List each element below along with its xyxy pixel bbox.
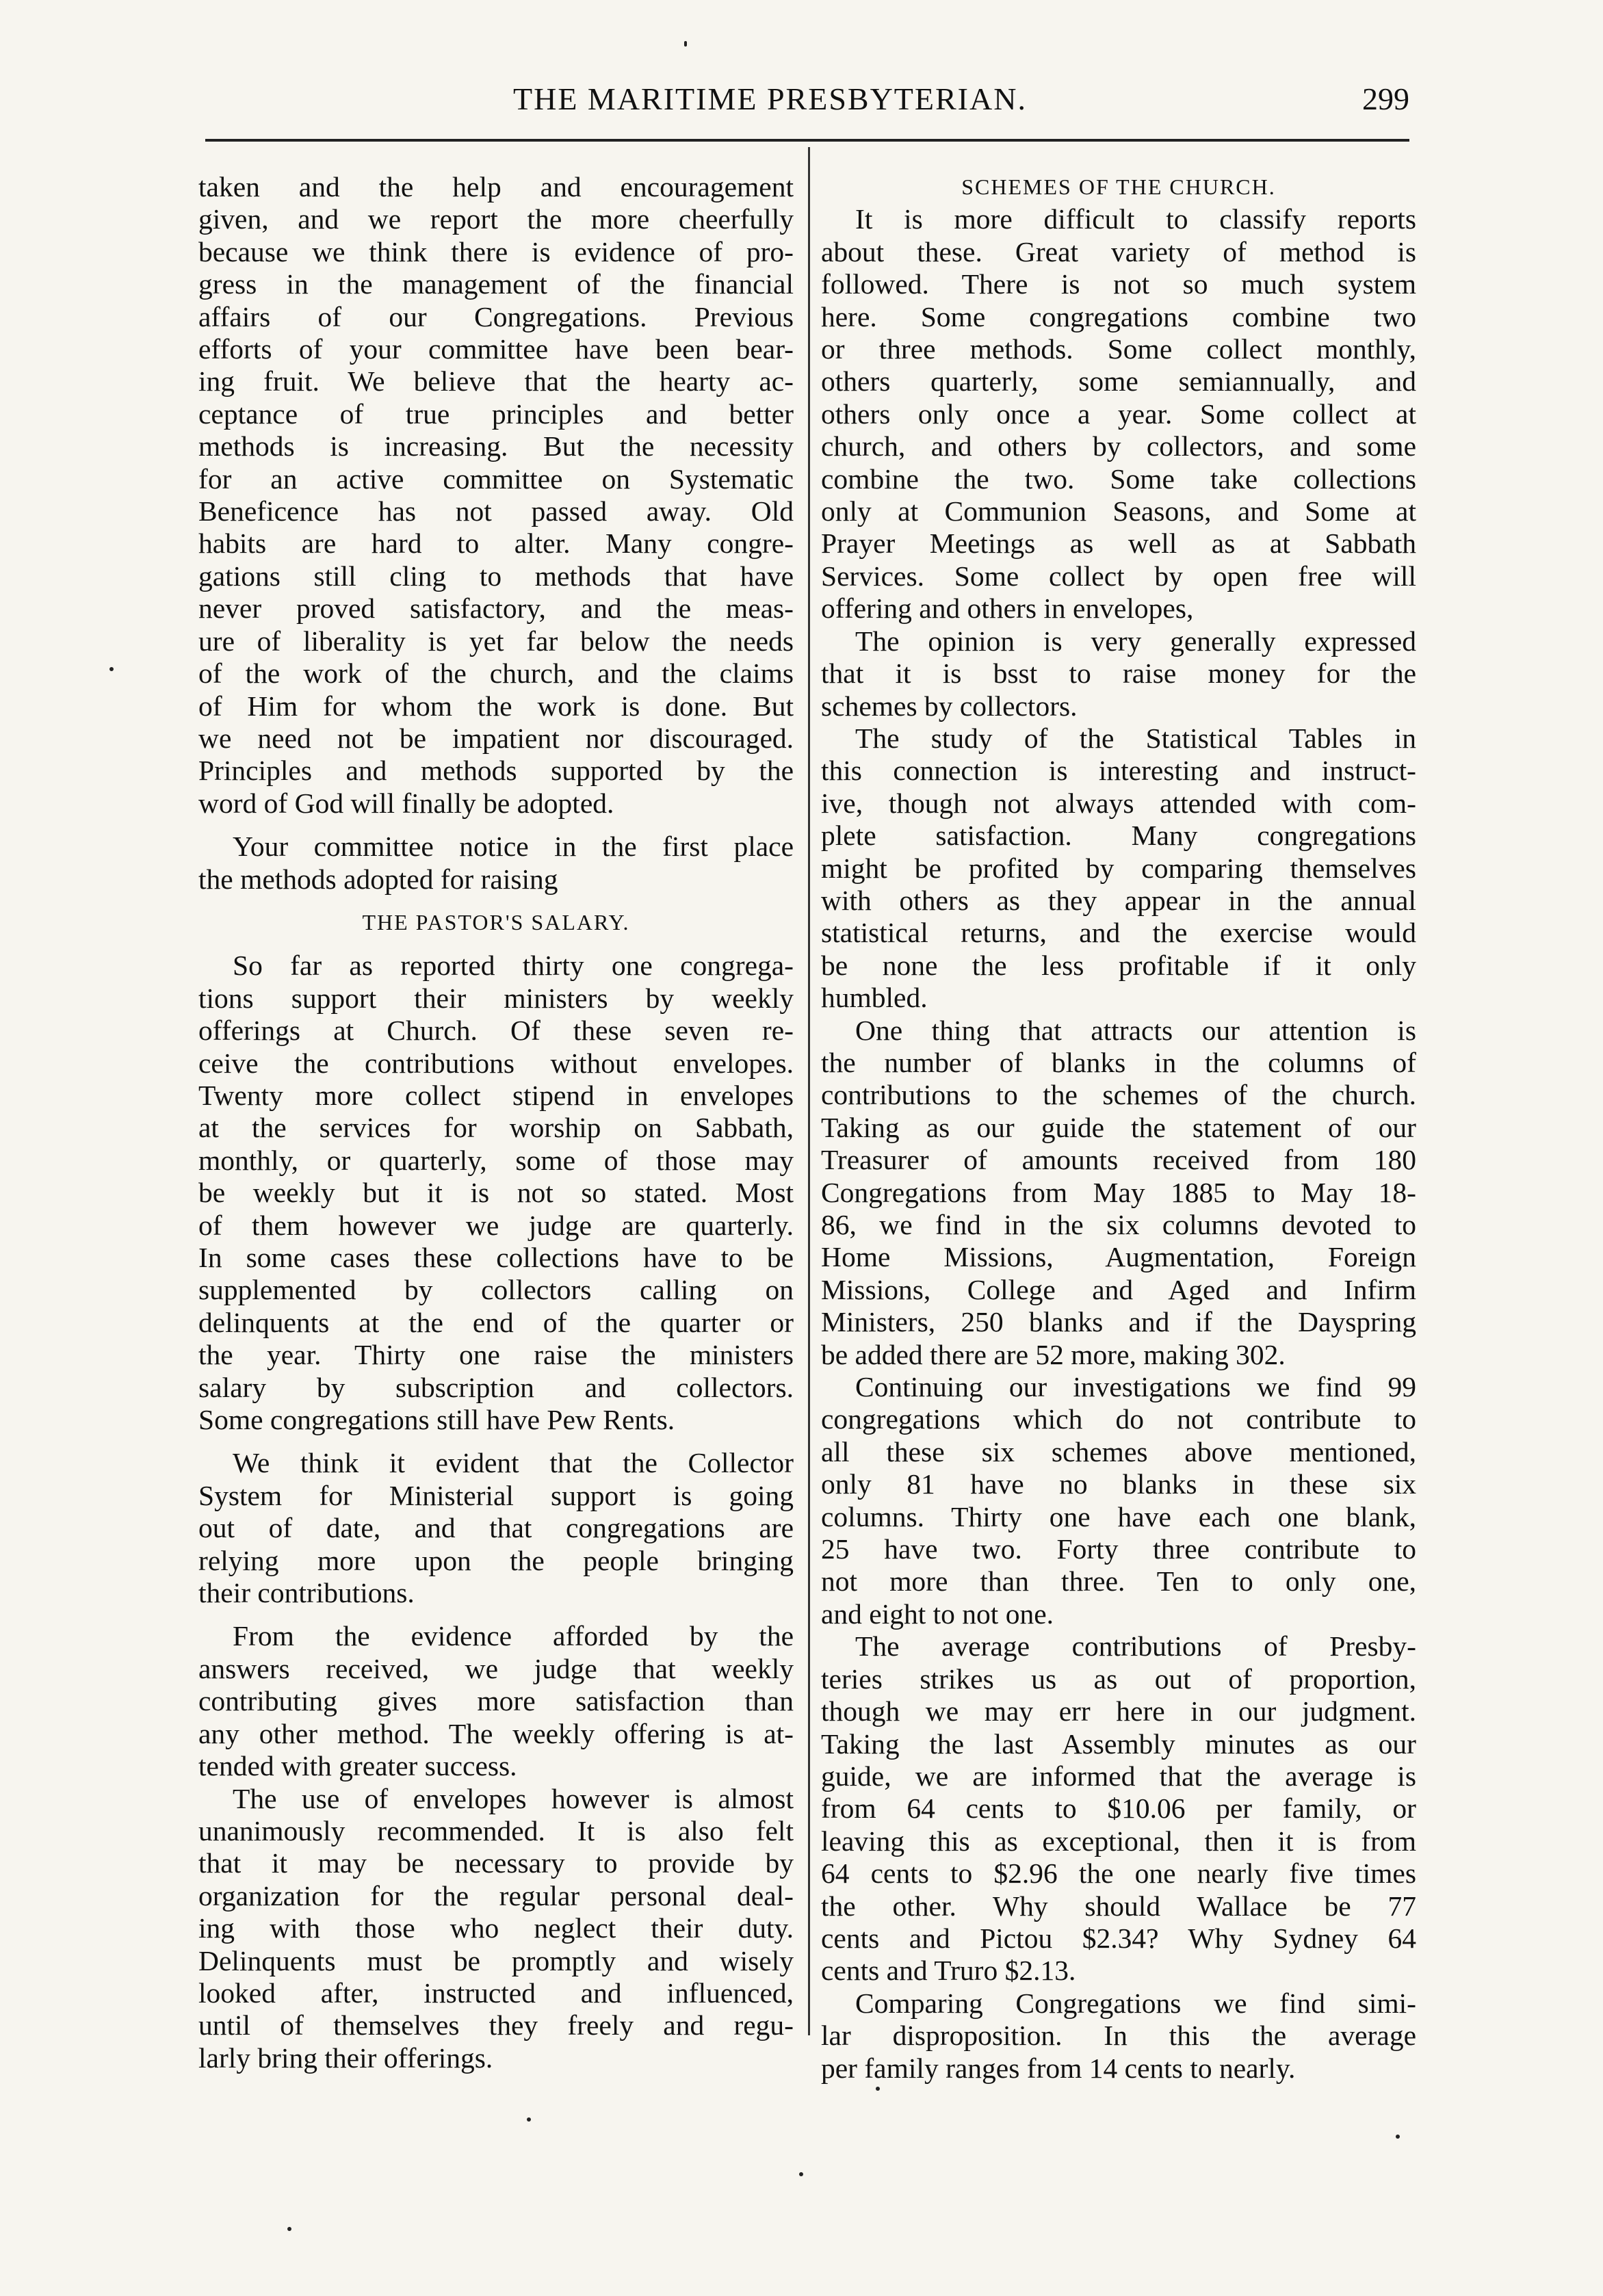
scan-speck — [684, 41, 687, 47]
text-line: answers received, we judge that weekly — [198, 1652, 794, 1684]
text-line: of the work of the church, and the claims — [198, 657, 794, 690]
text-line: at the services for worship on Sabbath, — [198, 1112, 794, 1144]
text-line: statistical returns, and the exercise would — [821, 917, 1416, 949]
text-line: that it is bsst to raise money for the — [821, 657, 1416, 690]
text-line: looked after, instructed and influenced, — [198, 1977, 794, 2009]
left-column — [198, 171, 794, 2074]
text-line: methods is increasing. But the necessity — [198, 430, 794, 462]
text-line: teries strikes us as out of proportion, — [821, 1662, 1416, 1695]
text-line: contributing gives more satisfaction than — [198, 1685, 794, 1717]
text-line: given, and we report the more cheerfully — [198, 203, 794, 235]
right-column — [821, 171, 1416, 2085]
text-line: Twenty more collect stipend in envelopes — [198, 1079, 794, 1111]
text-line: be weekly but it is not so stated. Most — [198, 1177, 794, 1209]
scan-speck — [876, 2087, 880, 2091]
text-line: unanimously recommended. It is also felt — [198, 1814, 794, 1847]
text-line: Treasurer of amounts received from 180 — [821, 1144, 1416, 1176]
text-line: We think it evident that the Collector — [233, 1447, 794, 1479]
text-line: Prayer Meetings as well as at Sabbath — [821, 527, 1416, 560]
section-heading: SCHEMES OF THE CHURCH. — [961, 174, 1276, 199]
text-line: Delinquents must be promptly and wisely — [198, 1944, 794, 1977]
text-line: because we think there is evidence of pro- — [198, 235, 794, 268]
running-header — [205, 81, 1423, 135]
scan-speck — [527, 2117, 531, 2122]
paragraph-gap — [198, 896, 794, 906]
text-line: any other method. The weekly offering is at- — [198, 1717, 794, 1749]
text-line: humbled. — [821, 982, 928, 1014]
text-line: From the evidence afforded by the — [233, 1620, 794, 1652]
text-line: and eight to not one. — [821, 1597, 1054, 1630]
text-line: relying more upon the people bringing — [198, 1544, 794, 1576]
text-line: until of themselves they freely and regu- — [198, 2009, 794, 2041]
text-line: about these. Great variety of method is — [821, 235, 1416, 268]
text-line: schemes by collectors. — [821, 690, 1078, 722]
paragraph-gap — [198, 820, 794, 831]
text-line: here. Some congregations combine two — [821, 300, 1416, 332]
text-line: might be profited by comparing themselves — [821, 852, 1416, 884]
text-line: Services. Some collect by open free will — [821, 560, 1416, 592]
text-line: ing with those who neglect their duty. — [198, 1912, 794, 1944]
text-line: contributions to the schemes of the church. — [821, 1079, 1416, 1111]
text-line: with others as they appear in the annual — [821, 884, 1416, 916]
text-line: supplemented by collectors calling on — [198, 1274, 794, 1306]
text-line: The use of envelopes however is almost — [233, 1782, 794, 1814]
text-line: organization for the regular personal deal- — [198, 1879, 794, 1912]
text-line: or three methods. Some collect monthly, — [821, 333, 1416, 365]
text-line: church, and others by collectors, and some — [821, 430, 1416, 462]
text-line: cents and Pictou $2.34? Why Sydney 64 — [821, 1922, 1416, 1954]
text-line: 25 have two. Forty three contribute to — [821, 1533, 1416, 1565]
paragraph-gap — [198, 1436, 794, 1447]
text-line: Congregations from May 1885 to May 18- — [821, 1176, 1416, 1208]
scan-speck — [287, 2227, 291, 2231]
text-line: ing fruit. We believe that the hearty ac- — [198, 365, 794, 397]
paragraph-gap — [198, 939, 794, 950]
text-line: others quarterly, some semiannually, and — [821, 365, 1416, 397]
text-line: salary by subscription and collectors. — [198, 1371, 794, 1403]
text-line: It is more difficult to classify reports — [855, 203, 1416, 235]
text-line: The study of the Statistical Tables in — [855, 722, 1416, 754]
text-line: the methods adopted for raising — [198, 863, 558, 895]
scan-speck — [109, 667, 114, 671]
text-line: word of God will finally be adopted. — [198, 787, 614, 819]
text-line: cents and Truro $2.13. — [821, 1955, 1076, 1987]
text-line: the year. Thirty one raise the ministers — [198, 1339, 794, 1371]
text-line: out of date, and that congregations are — [198, 1512, 794, 1544]
text-line: efforts of your committee have been bear- — [198, 333, 794, 365]
text-line: Ministers, 250 blanks and if the Dayspring — [821, 1306, 1416, 1338]
text-line: tended with greater success. — [198, 1750, 517, 1782]
text-line: 64 cents to $2.96 the one nearly five times — [821, 1857, 1416, 1890]
text-line: The opinion is very generally expressed — [855, 625, 1416, 657]
section-heading: THE PASTOR'S SALARY. — [362, 909, 630, 935]
page-number: 299 — [1362, 81, 1409, 116]
text-line: Continuing our investigations we find 99 — [855, 1371, 1416, 1403]
text-line: guide, we are informed that the average is — [821, 1760, 1416, 1792]
text-line: habits are hard to alter. Many congre- — [198, 527, 794, 560]
text-line: the other. Why should Wallace be 77 — [821, 1890, 1416, 1922]
text-line: ceptance of true principles and better — [198, 397, 794, 430]
text-line: So far as reported thirty one congrega- — [233, 950, 794, 982]
text-line: ure of liberality is yet far below the needs — [198, 625, 794, 657]
text-line: though we may err here in our judgment. — [821, 1695, 1416, 1727]
text-line: System for Ministerial support is going — [198, 1479, 794, 1511]
text-line: delinquents at the end of the quarter or — [198, 1306, 794, 1338]
text-line: offerings at Church. Of these seven re- — [198, 1015, 794, 1047]
text-line: Taking as our guide the statement of our — [821, 1111, 1416, 1143]
text-line: In some cases these collections have to be — [198, 1242, 794, 1273]
text-line: Missions, College and Aged and Infirm — [821, 1273, 1416, 1305]
scan-speck — [799, 2172, 803, 2176]
text-line: only 81 have no blanks in these six — [821, 1468, 1416, 1500]
text-line: One thing that attracts our attention is — [855, 1014, 1416, 1046]
text-line: never proved satisfactory, and the meas- — [198, 592, 794, 625]
text-line: affairs of our Congregations. Previous — [198, 300, 794, 332]
text-line: leaving this as exceptional, then it is from — [821, 1825, 1416, 1857]
journal-title: THE MARITIME PRESBYTERIAN. — [513, 81, 1027, 116]
text-line: combine the two. Some take collections — [821, 462, 1416, 495]
text-line: The average contributions of Presby- — [855, 1630, 1416, 1662]
text-line: of Him for whom the work is done. But — [198, 690, 794, 722]
text-line: per family ranges from 14 cents to nearly. — [821, 2052, 1296, 2084]
text-line: gress in the management of the financial — [198, 268, 794, 300]
text-line: others only once a year. Some collect at — [821, 397, 1416, 430]
text-line: be added there are 52 more, making 302. — [821, 1338, 1286, 1370]
text-line: Comparing Congregations we find simi- — [855, 1987, 1416, 2019]
text-line: the number of blanks in the columns of — [821, 1046, 1416, 1078]
scan-speck — [1396, 2135, 1400, 2139]
text-line: this connection is interesting and instruct- — [821, 755, 1416, 787]
text-line: Home Missions, Augmentation, Foreign — [821, 1241, 1416, 1273]
text-line: from 64 cents to $10.06 per family, or — [821, 1792, 1416, 1825]
text-line: Some congregations still have Pew Rents. — [198, 1404, 675, 1436]
text-line: for an active committee on Systematic — [198, 462, 794, 495]
text-line: of them however we judge are quarterly. — [198, 1209, 794, 1241]
text-line: tions support their ministers by weekly — [198, 982, 794, 1014]
text-line: only at Communion Seasons, and Some at — [821, 495, 1416, 527]
text-line: larly bring their offerings. — [198, 2041, 493, 2074]
text-line: lar disproposition. In this the average — [821, 2020, 1416, 2052]
text-line: all these six schemes above mentioned, — [821, 1435, 1416, 1467]
text-line: not more than three. Ten to only one, — [821, 1565, 1416, 1597]
paragraph-gap — [198, 1609, 794, 1620]
text-line: congregations which do not contribute to — [821, 1403, 1416, 1435]
text-line: Taking the last Assembly minutes as our — [821, 1727, 1416, 1760]
text-line: Principles and methods supported by the — [198, 755, 794, 787]
text-line: be none the less profitable if it only — [821, 949, 1416, 981]
text-line: their contributions. — [198, 1577, 415, 1609]
text-line: that it may be necessary to provide by — [198, 1847, 794, 1879]
text-line: ive, though not always attended with com- — [821, 787, 1416, 819]
text-line: gations still cling to methods that have — [198, 560, 794, 592]
text-line: Beneficence has not passed away. Old — [198, 495, 794, 527]
header-rule — [205, 139, 1409, 142]
text-line: plete satisfaction. Many congregations — [821, 820, 1416, 852]
column-divider — [808, 147, 810, 2035]
text-line: followed. There is not so much system — [821, 268, 1416, 300]
text-line: columns. Thirty one have each one blank, — [821, 1500, 1416, 1532]
text-line: taken and the help and encouragement — [198, 171, 794, 203]
text-line: we need not be impatient nor discouraged. — [198, 722, 794, 754]
text-line: Your committee notice in the first place — [233, 831, 794, 863]
text-line: offering and others in envelopes, — [821, 592, 1194, 625]
text-line: monthly, or quarterly, some of those may — [198, 1144, 794, 1176]
text-line: ceive the contributions without envelopes. — [198, 1047, 794, 1079]
text-line: 86, we find in the six columns devoted to — [821, 1209, 1416, 1240]
